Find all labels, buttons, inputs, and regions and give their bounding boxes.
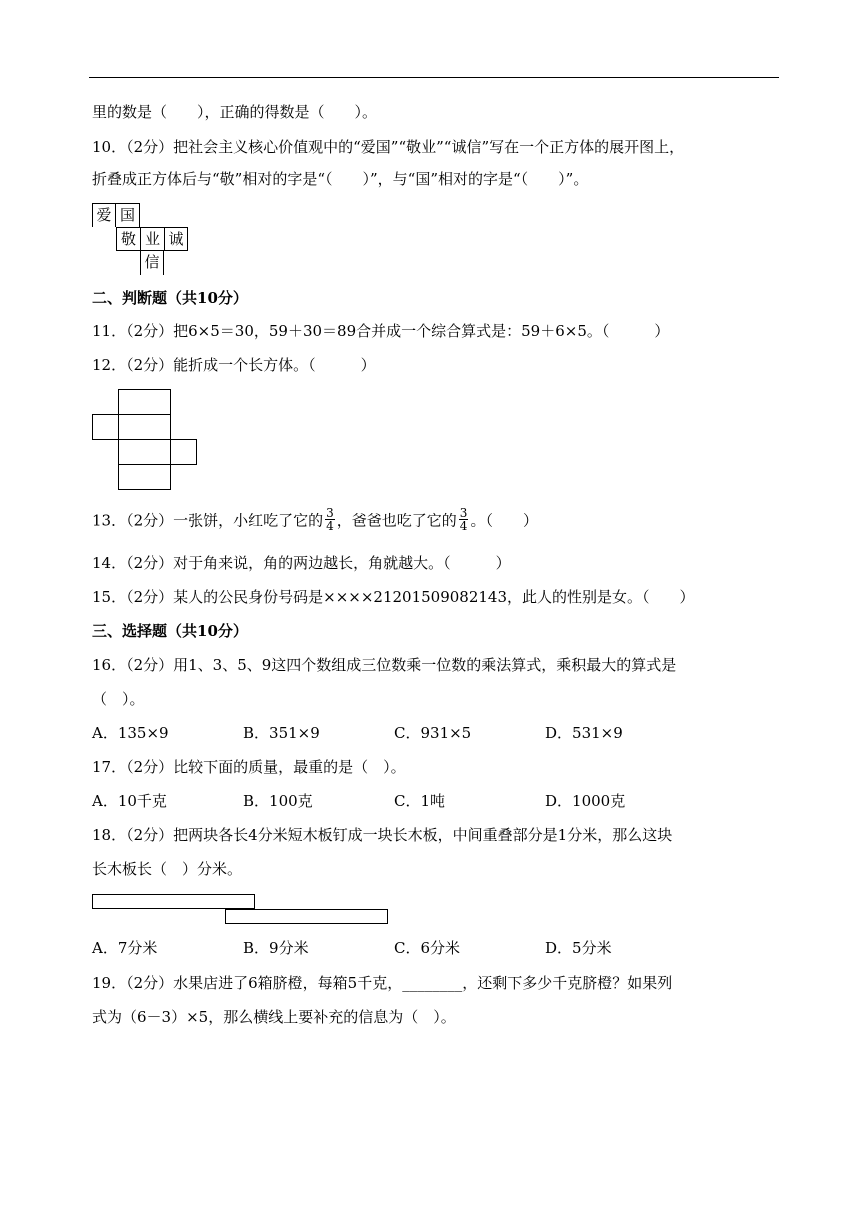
q14-text: 14．（2分）对于角来说，角的两边越长，角就越大。（ ）	[92, 554, 511, 572]
q10-text-line1: 10．（2分）把社会主义核心价值观中的“爱国”“敬业”“诚信”写在一个正方体的展开图上，	[92, 138, 685, 156]
q9-continuation: 里的数是（ ），正确的得数是（ ）。	[92, 103, 378, 121]
net-rect	[92, 414, 119, 440]
net-rect	[118, 439, 171, 465]
q13-text	[92, 506, 538, 534]
q18-text-line2: 长木板长（ ）分米。	[92, 860, 243, 878]
fraction-three-quarters	[459, 507, 469, 532]
q10-cube-net	[92, 203, 192, 275]
q16-text-line1: 16．（2分）用1、3、5、9这四个数组成三位数乘一位数的乘法算式，乘积最大的算式是	[92, 656, 677, 674]
q18-option-b: B．9分米	[243, 939, 309, 957]
net-cell-guo: 国	[116, 203, 140, 227]
q19-text-line2: 式为（6－3）×5，那么横线上要补充的信息为（ ）。	[92, 1008, 456, 1026]
board-top	[92, 894, 255, 909]
q13-text-c: 。（ ）	[470, 511, 538, 530]
fraction-three-quarters	[325, 507, 335, 532]
fraction-numerator: 3	[326, 506, 334, 520]
q17-option-b: B．100克	[243, 792, 313, 810]
net-cell-ye: 业	[140, 227, 164, 251]
header-rule	[89, 77, 779, 78]
q16-option-b: B．351×9	[243, 724, 320, 742]
q17-option-a: A．10千克	[92, 792, 167, 810]
q12-box-net	[92, 389, 198, 491]
net-rect	[170, 439, 197, 465]
q15-text: 15．（2分）某人的公民身份号码是××××21201509082143，此人的性别是女。（ ）	[92, 588, 695, 606]
q18-text-line1: 18．（2分）把两块各长4分米短木板钉成一块长木板，中间重叠部分是1分米，那么这块	[92, 826, 673, 844]
net-cell-ai: 爱	[92, 203, 116, 227]
q17-option-d: D．1000克	[545, 792, 626, 810]
q17-option-c: C．1吨	[394, 792, 446, 810]
q18-option-a: A．7分米	[92, 939, 158, 957]
q16-text-line2: （ ）。	[92, 690, 145, 708]
q16-option-c: C．931×5	[394, 724, 472, 742]
net-cell-cheng: 诚	[164, 227, 188, 251]
q19-text-line1: 19．（2分）水果店进了6箱脐橙，每箱5千克，________，还剩下多少千克脐橙？如果列	[92, 974, 673, 992]
net-rect	[118, 414, 171, 440]
q11-text: 11．（2分）把6×5＝30，59＋30＝89合并成一个综合算式是：59＋6×5。（ ）	[92, 322, 670, 340]
q13-text-b: ，爸爸也吃了它的	[336, 511, 457, 530]
q18-option-d: D．5分米	[545, 939, 612, 957]
q16-option-d: D．531×9	[545, 724, 623, 742]
net-rect	[118, 389, 171, 415]
net-rect	[118, 464, 171, 490]
fraction-denominator: 4	[326, 519, 334, 533]
fraction-numerator: 3	[459, 506, 468, 520]
q10-text-line2: 折叠成正方体后与“敬”相对的字是“（ ）”，与“国”相对的字是“（ ）”。	[92, 170, 589, 188]
section-3-heading: 三、选择题（共10分）	[92, 622, 248, 640]
net-cell-jing: 敬	[116, 227, 140, 251]
q17-text: 17．（2分）比较下面的质量，最重的是（ ）。	[92, 758, 406, 776]
q13-text-a: 13．（2分）一张饼，小红吃了它的	[92, 511, 324, 530]
section-2-heading: 二、判断题（共10分）	[92, 289, 248, 307]
q16-option-a: A．135×9	[92, 724, 169, 742]
q12-text: 12．（2分）能折成一个长方体。（ ）	[92, 356, 376, 374]
net-cell-xin: 信	[140, 251, 164, 275]
fraction-denominator: 4	[459, 519, 468, 533]
board-bottom	[225, 909, 388, 924]
q18-option-c: C．6分米	[394, 939, 461, 957]
